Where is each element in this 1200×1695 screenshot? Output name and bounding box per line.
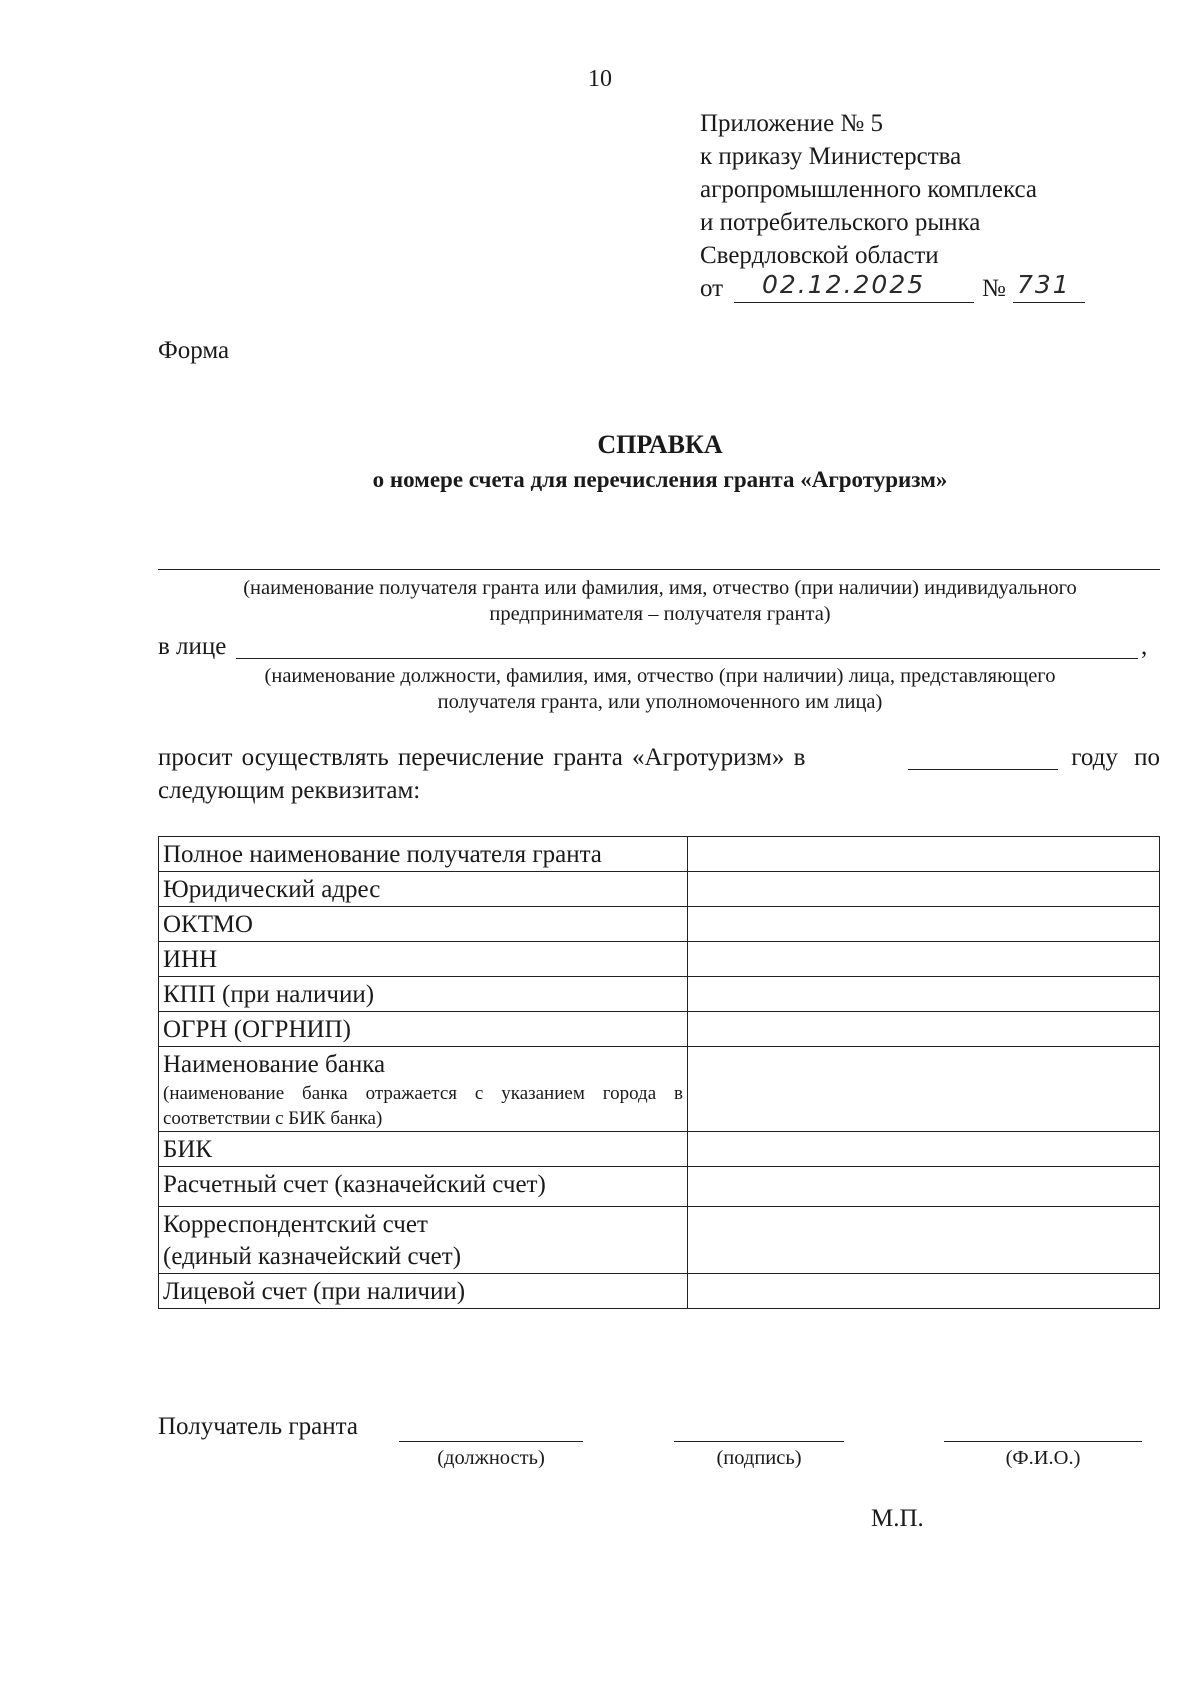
row-note: (наименование банка отражается с указанием города в соответствии с БИК банка) xyxy=(163,1083,683,1129)
row-label-line-2: (единый казначейский счет) xyxy=(163,1243,462,1270)
table-row xyxy=(159,1132,1160,1167)
row-label: Наименование банка xyxy=(163,1051,386,1078)
recipient-caption-line: предпринимателя – получателя гранта) xyxy=(489,603,831,625)
stamp-place: М.П. xyxy=(871,1505,924,1532)
value-cell[interactable] xyxy=(688,1167,1160,1207)
table-row xyxy=(159,977,1160,1012)
in-person-label: в лице xyxy=(158,633,227,660)
grant-recipient-label: Получатель гранта xyxy=(158,1413,358,1440)
value-cell[interactable] xyxy=(688,837,1160,872)
handwritten-date: 02.12.2025 xyxy=(762,270,926,299)
representative-caption-line: получателя гранта, или уполномоченного им лица) xyxy=(437,691,883,713)
table-row xyxy=(159,1012,1160,1047)
appendix-line: агропромышленного комплекса xyxy=(700,176,1038,203)
row-label: БИК xyxy=(159,1132,688,1167)
request-line-1 xyxy=(158,741,1160,774)
requisites-table xyxy=(158,836,1160,1309)
table-row xyxy=(159,1274,1160,1309)
position-line[interactable] xyxy=(399,1413,583,1442)
date-prefix: от xyxy=(700,275,724,302)
row-label: Полное наименование получателя гранта xyxy=(159,837,688,872)
representative-caption xyxy=(140,663,1180,715)
in-person-comma: , xyxy=(1141,633,1148,660)
number-prefix: № xyxy=(982,275,1006,302)
request-line-2: следующим реквизитам: xyxy=(158,777,421,804)
full-name-line[interactable] xyxy=(944,1413,1142,1442)
table-row xyxy=(159,1207,1160,1274)
row-label: ОКТМО xyxy=(159,907,688,942)
year-blank[interactable] xyxy=(908,741,1058,770)
row-label-cell xyxy=(159,1047,688,1132)
appendix-line: и потребительского рынка xyxy=(700,209,981,236)
representative-caption-line: (наименование должности, фамилия, имя, отчество (при наличии) лица, представляющего xyxy=(264,665,1056,687)
form-label: Форма xyxy=(158,337,230,364)
table-row xyxy=(159,1047,1160,1132)
value-cell[interactable] xyxy=(688,942,1160,977)
table-row xyxy=(159,837,1160,872)
order-date-row xyxy=(700,272,1120,305)
value-cell[interactable] xyxy=(688,1207,1160,1274)
appendix-line: Приложение № 5 xyxy=(700,110,884,137)
appendix-block xyxy=(700,107,1120,305)
value-cell[interactable] xyxy=(688,977,1160,1012)
row-label: ИНН xyxy=(159,942,688,977)
row-label: ОГРН (ОГРНИП) xyxy=(159,1012,688,1047)
row-label: КПП (при наличии) xyxy=(159,977,688,1012)
document-subtitle: о номере счета для перечисления гранта «Агротуризм» xyxy=(372,467,948,492)
table-row xyxy=(159,872,1160,907)
row-label-cell xyxy=(159,1207,688,1274)
recipient-name-line[interactable] xyxy=(158,549,1160,570)
page-number: 10 xyxy=(588,66,612,92)
value-cell[interactable] xyxy=(688,1274,1160,1309)
position-caption: (должность) xyxy=(437,1447,545,1469)
value-cell[interactable] xyxy=(688,1047,1160,1132)
appendix-line: Свердловской области xyxy=(700,242,939,269)
table-row xyxy=(159,942,1160,977)
table-row xyxy=(159,907,1160,942)
date-line xyxy=(734,272,974,303)
signature-caption: (подпись) xyxy=(716,1447,802,1469)
recipient-caption xyxy=(140,575,1180,627)
recipient-caption-line: (наименование получателя гранта или фамилия, имя, отчество (при наличии) индивидуального xyxy=(243,577,1077,599)
row-label: Расчетный счет (казначейский счет) xyxy=(159,1167,688,1207)
number-line xyxy=(1013,272,1085,303)
signature-line[interactable] xyxy=(674,1413,844,1442)
document-title: СПРАВКА xyxy=(597,430,723,459)
row-label: Лицевой счет (при наличии) xyxy=(159,1274,688,1309)
row-label: Юридический адрес xyxy=(159,872,688,907)
value-cell[interactable] xyxy=(688,872,1160,907)
table-row xyxy=(159,1167,1160,1207)
representative-line[interactable] xyxy=(236,630,1138,659)
value-cell[interactable] xyxy=(688,907,1160,942)
value-cell[interactable] xyxy=(688,1012,1160,1047)
request-paragraph xyxy=(158,741,1160,807)
request-text: просит осуществлять перечисление гранта «Агротуризм» в xyxy=(158,744,806,771)
request-year-text: году по xyxy=(1071,744,1160,771)
value-cell[interactable] xyxy=(688,1132,1160,1167)
handwritten-number: 731 xyxy=(1017,270,1071,299)
row-label: Корреспондентский счет xyxy=(163,1211,428,1238)
appendix-line: к приказу Министерства xyxy=(700,143,962,170)
full-name-caption: (Ф.И.О.) xyxy=(1005,1447,1081,1469)
